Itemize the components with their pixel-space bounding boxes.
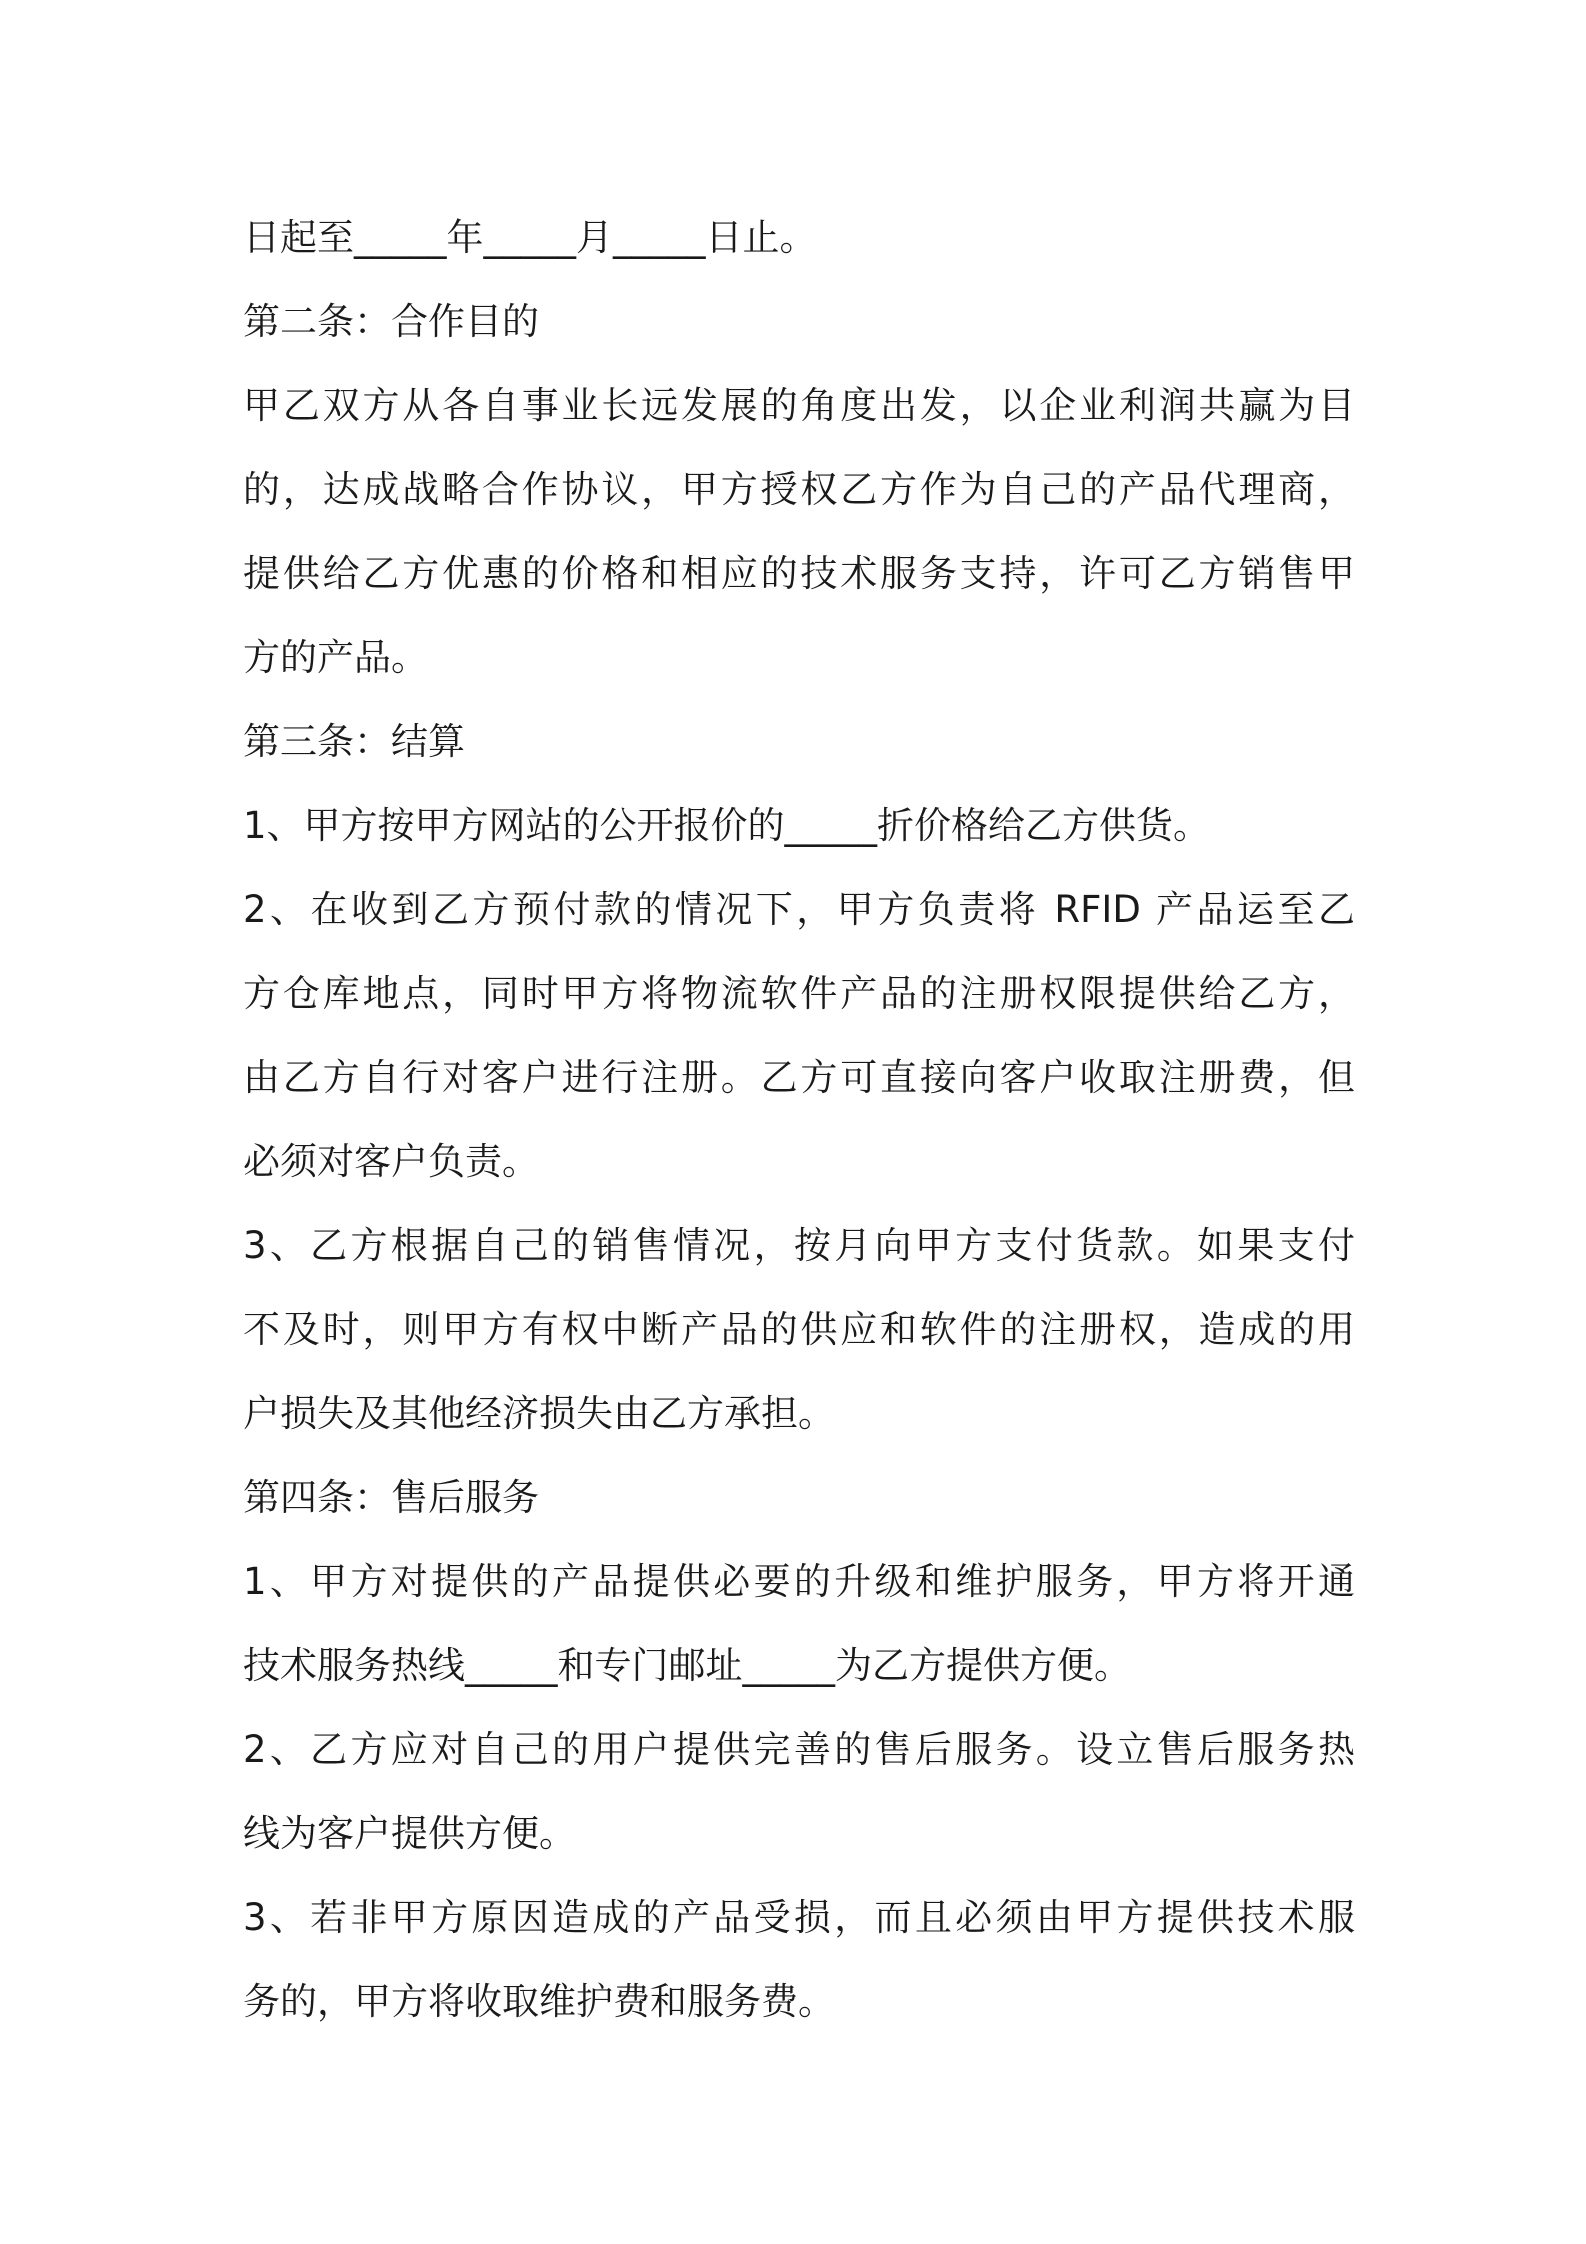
text-line-10: 方仓库地点，同时甲方将物流软件产品的注册权限提供给乙方，	[243, 972, 1355, 1015]
text-line-22: 务的，甲方将收取维护费和服务费。	[243, 1980, 835, 2023]
text-line-12: 必须对客户负责。	[243, 1140, 539, 1183]
text-line-06: 方的产品。	[243, 636, 428, 679]
text-line-20: 线为客户提供方便。	[243, 1812, 576, 1855]
text-line-03: 甲乙双方从各自事业长远发展的角度出发，以企业利润共赢为目	[243, 384, 1355, 427]
text-line-19: 2、乙方应对自己的用户提供完善的售后服务。设立售后服务热	[243, 1728, 1355, 1771]
text-line-05: 提供给乙方优惠的价格和相应的技术服务支持，许可乙方销售甲	[243, 552, 1355, 595]
text-line-09: 2、在收到乙方预付款的情况下，甲方负责将 RFID 产品运至乙	[243, 888, 1355, 931]
section-heading-article-2: 第二条：合作目的	[243, 300, 539, 343]
text-line-04: 的，达成战略合作协议，甲方授权乙方作为自己的产品代理商，	[243, 468, 1355, 511]
text-line-14: 不及时，则甲方有权中断产品的供应和软件的注册权，造成的用	[243, 1308, 1355, 1351]
document-body	[243, 196, 1355, 2044]
text-line-15: 户损失及其他经济损失由乙方承担。	[243, 1392, 835, 1435]
text-line-18: 技术服务热线_____和专门邮址_____为乙方提供方便。	[243, 1644, 1131, 1687]
section-heading-article-4: 第四条：售后服务	[243, 1476, 539, 1519]
text-line-13: 3、乙方根据自己的销售情况，按月向甲方支付货款。如果支付	[243, 1224, 1355, 1267]
section-heading-article-3: 第三条：结算	[243, 720, 465, 763]
text-line-08: 1、甲方按甲方网站的公开报价的_____折价格给乙方供货。	[243, 804, 1211, 847]
text-line-01: 日起至_____年_____月_____日止。	[243, 216, 817, 259]
text-line-21: 3、若非甲方原因造成的产品受损，而且必须由甲方提供技术服	[243, 1896, 1355, 1939]
text-line-11: 由乙方自行对客户进行注册。乙方可直接向客户收取注册费，但	[243, 1056, 1355, 1099]
text-line-17: 1、甲方对提供的产品提供必要的升级和维护服务，甲方将开通	[243, 1560, 1355, 1603]
